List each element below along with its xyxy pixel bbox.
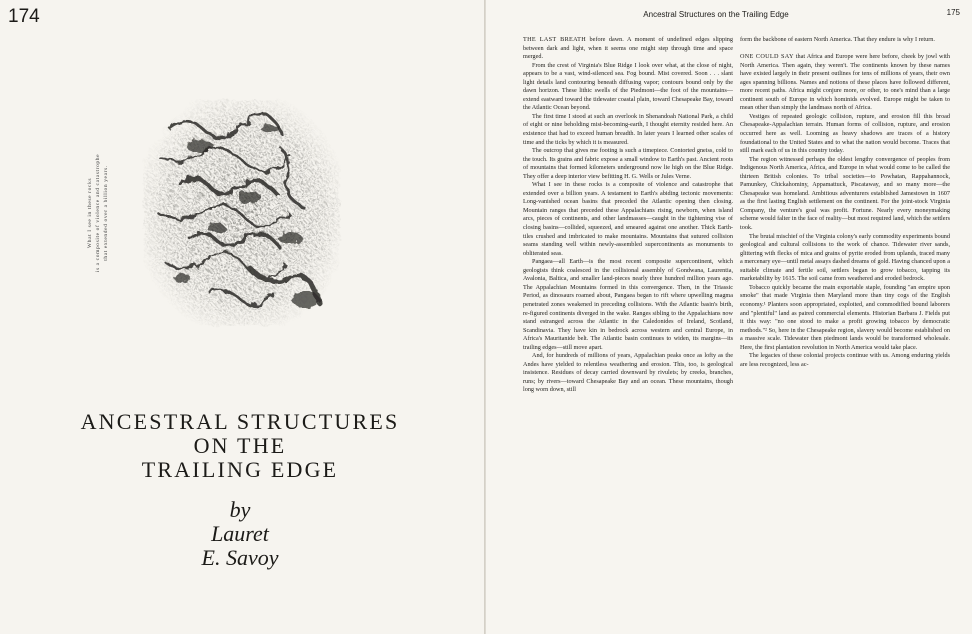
body-paragraph xyxy=(740,284,950,352)
body-paragraph xyxy=(523,36,733,62)
author-name xyxy=(110,522,370,570)
vertical-caption xyxy=(66,118,109,308)
body-paragraph xyxy=(523,62,733,113)
lead-in-smallcaps: ONE COULD SAY xyxy=(740,53,794,61)
paragraph-text: From the crest of Virginia's Blue Ridge I look over what, at the close of night, appears to be a vast, wind-silenced sea. Fog bound. Mist covered. Soon . . . slant light details land contouring beneath diffusing vapor; contours bound only by the dawn horizon. These lithic swells of the Piedmont—the foot of the mountains—extend eastward toward the tidewater coastal plain, toward Chesapeake Bay, toward the Atlantic Ocean beyond. xyxy=(523,61,733,112)
caption-line: that extended over a billion years. xyxy=(103,165,109,261)
title-line: ANCESTRAL STRUCTURES xyxy=(80,409,400,434)
paragraph-text: The region witnessed perhaps the oldest lengthy convergence of peoples from Indigenous North America, Africa, and Europe in what would come to be called the thirteen British colonies. To tribal societies—to Powhatan, Rappahannock, Pamunkey, Chickahominy, Appamattuck, Piscataway, and so many more—the Chesapeake was homeland. Ambitious adventurers established Jamestown in 1607 as the first lasting English settlement on the continent. For the joint-stock Virginia Company, the venture's goal was profit. Fortune. Nearly every moneymaking scheme would falter in the face of reality—but most required land, which the settlers took. xyxy=(740,155,950,232)
byline: by xyxy=(229,497,251,522)
paragraph-text: form the backbone of eastern North America. That they endure is why I return. xyxy=(740,36,935,43)
paragraph-text: The legacies of these colonial projects continue with us. Among enduring yields are less recognized, less ac- xyxy=(740,352,950,368)
caption-line: is a composite of violence and catastrophe xyxy=(95,153,101,273)
paragraph-text: that Africa and Europe were here before, cheek by jowl with North America. Then again, they weren't. The continents known by these names have existed largely in their present outlines for tens of millions of years, their own ages spanning billions. Names and notions of these places have followed different, more recent paths. Africa might conjure more, or other, to one's mind than a large continent south of Europe in which hominids evolved. Europe might be taken to mean other than simply the landmass north of Africa. xyxy=(740,53,950,112)
paragraph-text: Pangaea—all Earth—is the most recent composite supercontinent, which geologists think coalesced in the collisional assembly of Gondwana, Laurentia, Avalonia, Baltica, and smaller land-pieces nearly three hundred million years ago. The Appalachian Mountains formed in this convergence. Then, in the Triassic Period, as dinosaurs roamed about, Pangaea began to rift where upwelling magma penetrated zones weakened in preceding collisions. With the Atlantic basin's birth, re-figured continents diverged in the wake. Ranges sibling to the Appalachians now stand estranged across the Atlantic in the Caledonides of Ireland, Scotland, Scandinavia. They have kin in bedrock across western and central Europe, in Africa's Mauritanide belt. The Atlantic basin continues to widen, its margins—its trailing edges—still move apart. xyxy=(523,258,733,351)
title-line: ON THE xyxy=(193,433,287,458)
body-paragraph xyxy=(523,147,733,181)
body-paragraph xyxy=(740,113,950,156)
running-head: Ancestral Structures on the Trailing Edge xyxy=(643,10,789,19)
body-paragraph xyxy=(740,156,950,233)
lead-in-smallcaps: THE LAST BREATH xyxy=(523,36,587,43)
body-paragraph xyxy=(523,352,733,395)
paragraph-text: The brutal mischief of the Virginia colony's early commodity experiments bound geological and cultural collisions to the work of chance. Tidewater river sands, glittering with flecks of mica and grains of pyrite eroded from uplands, traced many a mercenary eye—until metal assays dashed dreams of gold. Having chanced upon a suitable climate and fertile soil, settlers began to grow tobacco, tapping its marketability by 1615. The soil came from weathered and eroded bedrock. xyxy=(740,232,950,283)
ink-wash-artwork xyxy=(130,88,352,338)
body-paragraph xyxy=(740,352,950,369)
paragraph-text: Tobacco quickly became the main exportable staple, founding "an empire upon smoke" that made Virginia then Maryland more than tiny cogs of the English economy.¹ Planters soon appropriated, exploited, and commodified bound laborers and "plentiful" land as paired commercial elements. Historian Barbara J. Fields put it this way: "no one stood to make a profit growing tobacco by democratic methods."² So, here in the Chesapeake region, slavery would become established on a massive scale. Tidewater then piedmont lands would be transformed wholesale. Here, the first plantation revolution in North America would take place. xyxy=(740,283,950,351)
body-paragraph xyxy=(740,53,950,113)
body-column-1 xyxy=(523,36,733,632)
paragraph-text: What I see in these rocks is a composite of violence and catastrophe that extended over a billion years. A testament to Earth's abiding tectonic movements: Long-vanished ocean basins that preceded the Atlantic opening then closing. Mountain ranges that preceded these Appalachians rising, newborn, when island arcs, pieces of continents, and other landmasses—caught in the tightening vise of closing basins—collided, squeezed, and smeared against one another. Thick Earth-tiles crushed and imbricated to make mountains. Mountains that sutured collision seams standing well within newly-assembled supercontinents as monuments to obliterated seas. xyxy=(523,181,733,257)
author-line: Lauret xyxy=(211,521,269,546)
body-paragraph xyxy=(523,258,733,352)
title-line: TRAILING EDGE xyxy=(141,457,339,482)
vertical-caption-text xyxy=(86,118,110,308)
author-line: E. Savoy xyxy=(201,545,279,570)
body-paragraph xyxy=(740,36,950,45)
body-paragraph xyxy=(523,181,733,258)
caption-line: What I see in these rocks xyxy=(87,177,93,249)
paragraph-text: Vestiges of repeated geologic collision, rupture, and erosion fill this broad Chesapeake-Appalachian terrain. Human forms of collision, rupture, and erosion occurred here as well. Looming as heavy shadows are traces of a history foundational to the United States and to what the nation would become. Traces that still mark each of us in this country today. xyxy=(740,112,950,155)
body-paragraph xyxy=(523,113,733,147)
page-number-right: 175 xyxy=(946,8,960,17)
body-paragraph xyxy=(740,233,950,284)
left-page xyxy=(0,0,484,634)
paragraph-text: The first time I stood at such an overlook in Shenandoah National Park, a child of eight or nine beholding mist-becoming-earth, I thought eternity resided here. An existence that had to exceed human breadth. In later years I learned other scales of time and the ticks by which it is measured. xyxy=(523,112,733,146)
paragraph-text: And, for hundreds of millions of years, Appalachian peaks once as lofty as the Andes have yielded to relentless weathering and erosion. This, too, is geological insistence. Residues of decay carried downward by rivulets; by creeks, branches, runs; by rivers—toward Chesapeake Bay and an ocean. These mountains, though long worn down, still xyxy=(523,352,733,394)
body-column-2 xyxy=(740,36,950,632)
page-number-left: 174 xyxy=(8,6,40,27)
paragraph-text: The outcrop that gives me footing is such a timepiece. Contorted gneiss, cold to the touch. Its grains and fabric expose a small window to Earth's past. Ancient roots of mountains that formed kilometers underground now lie high on the Blue Ridge. They offer a deep interior view befitting H. G. Wells or Jules Verne. xyxy=(523,147,733,180)
article-title xyxy=(30,410,450,482)
paragraph-text: before dawn. A moment of undefined edges slipping between dark and light, when it seems one might step through time and space merged. xyxy=(523,36,733,61)
